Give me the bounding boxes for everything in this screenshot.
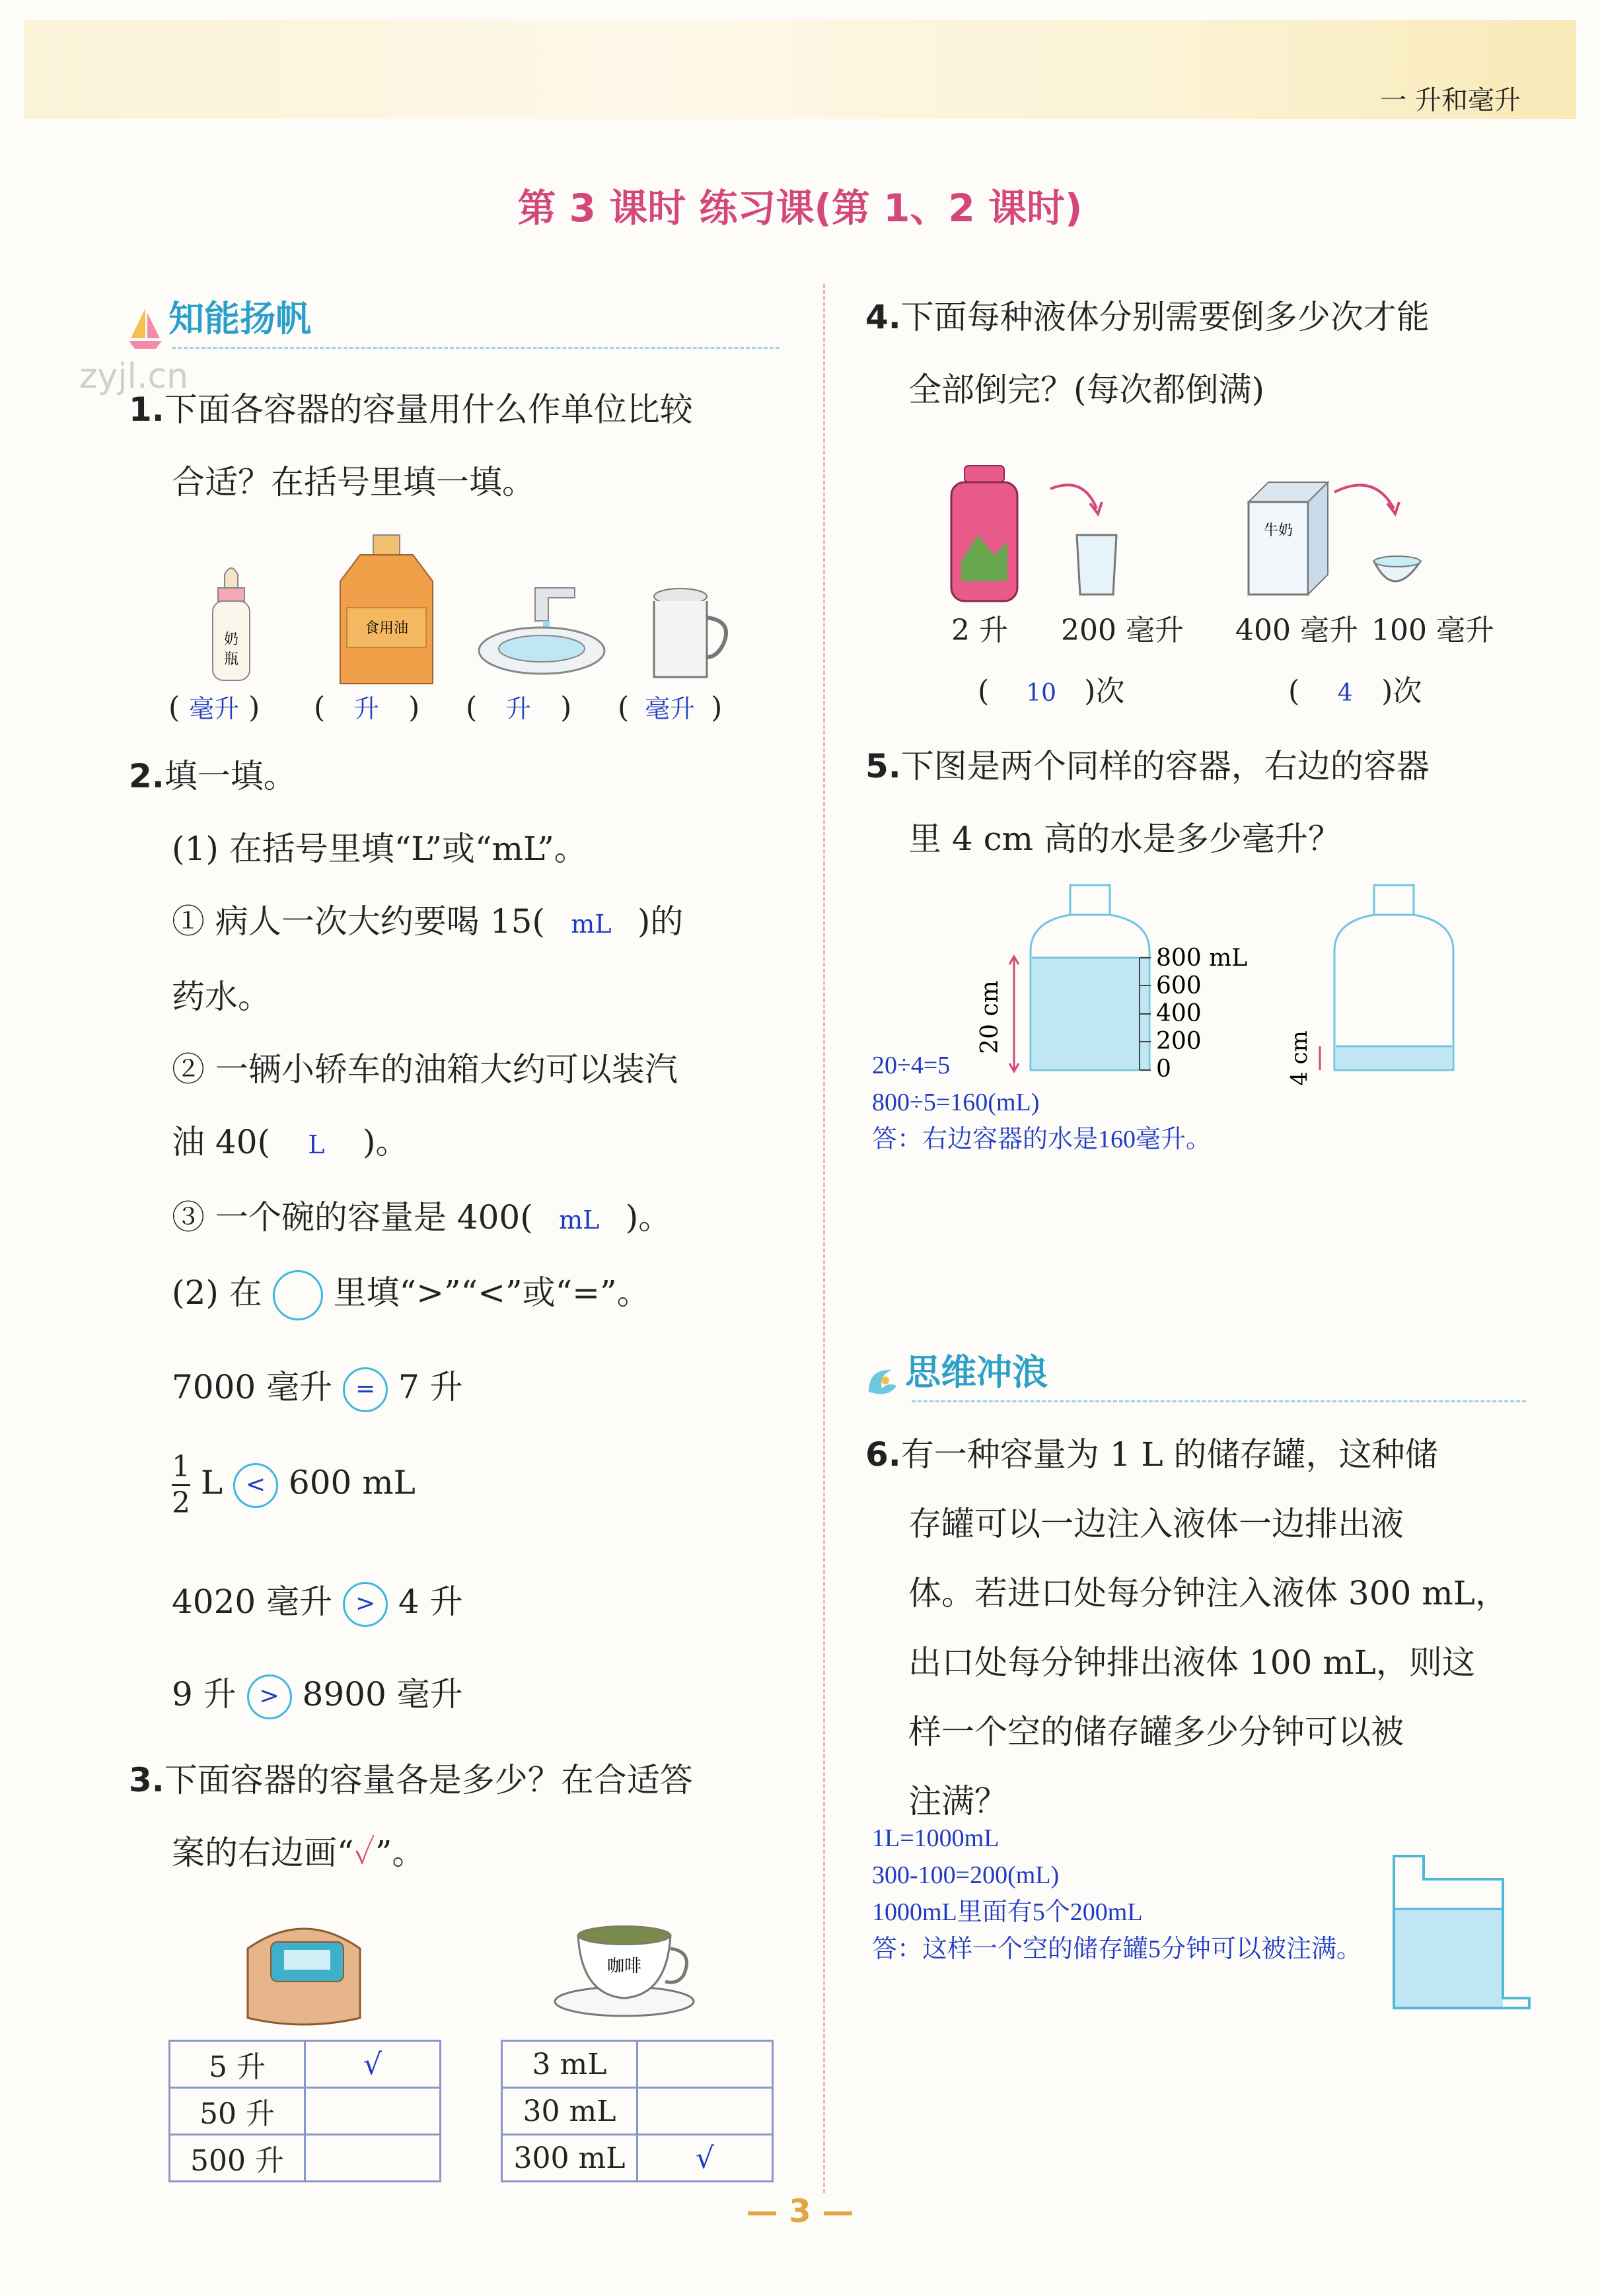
q5-work bbox=[872, 1047, 1211, 1158]
page-number: — 3 — bbox=[746, 2193, 854, 2230]
answer-q2-3: mL bbox=[559, 1205, 600, 1235]
option-mark: √ bbox=[637, 2135, 773, 2182]
answer-q1-4: 毫升 bbox=[645, 694, 696, 723]
comparison-symbol: > bbox=[247, 1674, 292, 1719]
comparison-2 bbox=[172, 1450, 416, 1521]
scale-label: 0 bbox=[1156, 1056, 1171, 1083]
table-row bbox=[502, 2041, 773, 2088]
chapter-label: 一 升和毫升 bbox=[1380, 85, 1521, 116]
circle-blank-icon bbox=[273, 1270, 323, 1320]
work-line: 1L=1000mL bbox=[872, 1824, 1000, 1852]
comparison-left: 9 升 bbox=[172, 1675, 236, 1713]
question-text: 合适？在括号里填一填。 bbox=[172, 463, 535, 501]
comparison-symbol: > bbox=[343, 1582, 388, 1627]
volume-label: 200 毫升 bbox=[1060, 614, 1184, 647]
answer-q2-2: L bbox=[308, 1130, 325, 1159]
baby-bottle-icon bbox=[198, 528, 264, 687]
mug-icon bbox=[644, 585, 737, 684]
option-mark bbox=[305, 2088, 441, 2135]
question-text: 样一个空的储存罐多少分钟可以被 bbox=[908, 1713, 1404, 1751]
question-text: 体。若进口处每分钟注入液体 300 mL， bbox=[908, 1574, 1508, 1612]
section-title: 思维冲浪 bbox=[905, 1351, 1048, 1393]
comparison-1 bbox=[172, 1361, 463, 1412]
question-number: 2. bbox=[129, 757, 164, 795]
section-header-zhineng bbox=[126, 291, 311, 351]
fraction-numerator: 1 bbox=[172, 1450, 190, 1486]
question-text: 下面每种液体分别需要倒多少次才能 bbox=[900, 298, 1430, 336]
question-5 bbox=[865, 730, 1552, 875]
question-text: 出口处每分钟排出液体 100 mL，则这 bbox=[908, 1643, 1475, 1682]
height-label-right: 4 cm bbox=[1286, 1030, 1313, 1086]
question-text: 注满？ bbox=[908, 1782, 1007, 1820]
q2-part2-text: (2) 在 bbox=[172, 1274, 262, 1312]
svg-text:奶: 奶 bbox=[223, 631, 239, 648]
question-text: 填一填。 bbox=[164, 757, 297, 795]
work-line: 答：这样一个空的储存罐5分钟可以被注满。 bbox=[872, 1935, 1362, 1963]
rice-cooker-icon bbox=[238, 1909, 370, 2031]
q2-3-text: ③ 一个碗的容量是 400( bbox=[172, 1198, 533, 1237]
q2-1-text: ① 病人一次大约要喝 15( bbox=[172, 902, 545, 941]
question-1 bbox=[129, 373, 693, 519]
q2-2-text: )。 bbox=[363, 1123, 409, 1161]
question-number: 1. bbox=[129, 390, 164, 429]
comparison-symbol: = bbox=[343, 1367, 388, 1412]
q6-work bbox=[872, 1820, 1362, 1968]
partial-bottle-diagram bbox=[1286, 879, 1460, 1086]
q2-1-text: 药水。 bbox=[172, 978, 271, 1016]
question-text: 下面容器的容量各是多少？在合适答 bbox=[164, 1761, 693, 1799]
lesson-title: 第 3 课时 练习课(第 1、2 课时) bbox=[517, 186, 1083, 231]
answer-q1-3: 升 bbox=[506, 694, 532, 723]
option-mark bbox=[305, 2135, 441, 2182]
svg-text:瓶: 瓶 bbox=[223, 651, 239, 668]
fraction-denominator: 2 bbox=[172, 1486, 190, 1520]
option-mark bbox=[637, 2088, 773, 2135]
q4-answer-2: ( 4 )次 bbox=[1288, 674, 1422, 708]
comparison-right: 4 升 bbox=[398, 1583, 463, 1621]
answer-q1-1: 毫升 bbox=[189, 694, 240, 723]
option-mark: √ bbox=[305, 2041, 441, 2088]
option-label: 30 mL bbox=[502, 2088, 637, 2135]
answer-unit: )次 bbox=[1381, 674, 1422, 708]
answer-q4-1: 10 bbox=[1026, 680, 1057, 707]
question-text: 下面各容器的容量用什么作单位比较 bbox=[164, 390, 693, 429]
work-line: 1000mL里面有5个200mL bbox=[872, 1898, 1143, 1926]
answer-unit: )次 bbox=[1084, 674, 1125, 708]
option-label: 50 升 bbox=[170, 2088, 305, 2135]
section-underline bbox=[912, 1400, 1526, 1402]
sailboat-icon bbox=[126, 305, 165, 351]
table-row bbox=[170, 2088, 441, 2135]
option-label: 3 mL bbox=[502, 2041, 637, 2088]
answer-q2-1: mL bbox=[571, 910, 612, 939]
q1-answer-row: ( 毫升 ) ( 升 ) ( 升 ) ( 毫升 ) bbox=[168, 691, 723, 725]
question-text: 有一种容量为 1 L 的储存罐，这种储 bbox=[900, 1435, 1438, 1474]
comparison-left: 4020 毫升 bbox=[172, 1583, 333, 1621]
question-text: ”。 bbox=[375, 1834, 425, 1872]
table-row bbox=[502, 2135, 773, 2182]
table-row bbox=[170, 2041, 441, 2088]
options-table-cooker bbox=[168, 2040, 441, 2182]
thermos-to-cup-icon bbox=[945, 462, 1163, 608]
section-header-siwei bbox=[862, 1344, 1048, 1402]
answer-q4-2: 4 bbox=[1337, 680, 1353, 707]
question-number: 4. bbox=[865, 298, 901, 336]
question-number: 3. bbox=[129, 1761, 164, 1799]
question-6 bbox=[865, 1420, 1559, 1836]
scale-label: 800 mL bbox=[1156, 945, 1248, 972]
option-label: 300 mL bbox=[502, 2135, 637, 2182]
work-line: 20÷4=5 bbox=[872, 1052, 951, 1079]
question-4 bbox=[865, 281, 1552, 426]
watermark: zyjl.cn bbox=[79, 357, 189, 396]
question-text: 案的右边画“ bbox=[172, 1834, 354, 1872]
header-band bbox=[24, 20, 1576, 119]
scale-label: 200 bbox=[1156, 1028, 1202, 1055]
comparison-4 bbox=[172, 1668, 463, 1719]
question-3 bbox=[129, 1744, 789, 1889]
option-mark bbox=[637, 2041, 773, 2088]
q2-2-text: 油 40( bbox=[172, 1123, 271, 1161]
volume-label: 2 升 bbox=[951, 614, 1008, 647]
height-label-left: 20 cm bbox=[976, 980, 1003, 1054]
question-text: 里 4 cm 高的水是多少毫升？ bbox=[908, 820, 1341, 858]
work-line: 300-100=200(mL) bbox=[872, 1861, 1060, 1889]
svg-text:食用油: 食用油 bbox=[364, 620, 409, 637]
storage-tank-diagram bbox=[1371, 1849, 1533, 2015]
comparison-3 bbox=[172, 1575, 463, 1627]
q2-2-text: ② 一辆小轿车的油箱大约可以装汽 bbox=[172, 1050, 678, 1089]
q2-3-text: )。 bbox=[625, 1198, 672, 1237]
table-row bbox=[170, 2135, 441, 2182]
milk-box-to-cup-icon bbox=[1242, 462, 1453, 608]
q4-answer-1: ( 10 )次 bbox=[978, 674, 1125, 708]
volume-label: 400 毫升 bbox=[1235, 614, 1358, 647]
answer-q1-2: 升 bbox=[354, 694, 380, 723]
question-text: 存罐可以一边注入液体一边排出液 bbox=[908, 1505, 1404, 1543]
comparison-right: 600 mL bbox=[288, 1463, 416, 1502]
sink-icon bbox=[476, 575, 608, 687]
section-underline bbox=[172, 347, 780, 349]
option-label: 500 升 bbox=[170, 2135, 305, 2182]
section-title: 知能扬帆 bbox=[168, 298, 312, 340]
volume-label: 100 毫升 bbox=[1371, 614, 1494, 647]
check-mark-icon: ✓ bbox=[353, 1834, 375, 1872]
q4-labels-2 bbox=[1235, 606, 1494, 649]
work-line: 答：右边容器的水是160毫升。 bbox=[872, 1126, 1212, 1153]
comparison-left: 7000 毫升 bbox=[172, 1368, 333, 1406]
q2-part1: (1) 在括号里填“L”或“mL”。 bbox=[172, 830, 587, 868]
work-line: 800÷5=160(mL) bbox=[872, 1089, 1040, 1116]
options-table-cup bbox=[501, 2040, 774, 2182]
question-text: 全部倒完？(每次都倒满) bbox=[908, 371, 1265, 409]
column-divider bbox=[823, 284, 825, 2193]
comparison-symbol: < bbox=[233, 1463, 278, 1508]
comparison-right: 8900 毫升 bbox=[302, 1675, 463, 1713]
oil-bottle-icon bbox=[334, 528, 439, 687]
scale-label: 600 bbox=[1156, 972, 1202, 999]
q2-1-text: )的 bbox=[637, 902, 684, 941]
scale-label: 400 bbox=[1156, 1000, 1202, 1027]
coffee-cup-icon bbox=[552, 1919, 704, 2018]
q2-part2-text: 里填“>”“<”或“=”。 bbox=[333, 1274, 650, 1312]
comparison-left-unit: L bbox=[200, 1463, 223, 1502]
milk-label: 牛奶 bbox=[1263, 522, 1293, 539]
wave-icon bbox=[862, 1362, 902, 1402]
question-number: 6. bbox=[865, 1435, 901, 1474]
question-text: 下图是两个同样的容器，右边的容器 bbox=[900, 747, 1430, 785]
table-row bbox=[502, 2088, 773, 2135]
cup-label: 咖啡 bbox=[606, 1956, 642, 1976]
question-number: 5. bbox=[865, 747, 901, 785]
comparison-right: 7 升 bbox=[398, 1368, 463, 1406]
q4-labels-1 bbox=[951, 606, 1184, 649]
question-2 bbox=[129, 740, 789, 1329]
option-label: 5 升 bbox=[170, 2041, 305, 2088]
